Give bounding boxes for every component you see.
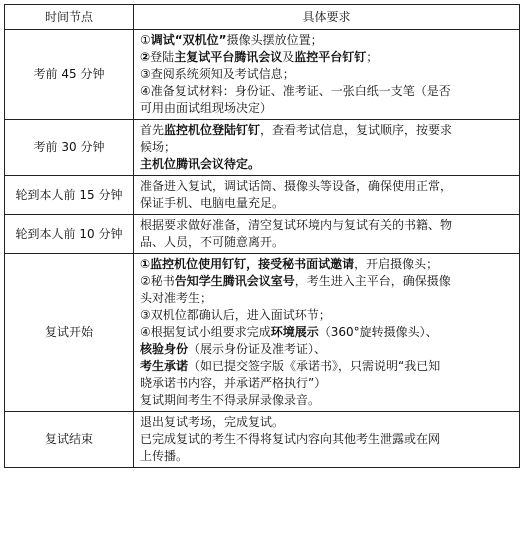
requirement-line bbox=[140, 392, 513, 409]
schedule-row bbox=[5, 254, 520, 412]
requirement-cell bbox=[134, 254, 520, 412]
requirement-line bbox=[140, 431, 513, 448]
requirement-line bbox=[140, 83, 513, 100]
requirement-line bbox=[140, 32, 513, 49]
schedule-table bbox=[4, 4, 520, 468]
requirement-text: （360°旋转摄像头）、 bbox=[318, 325, 438, 339]
requirement-line bbox=[140, 139, 513, 156]
schedule-row bbox=[5, 30, 520, 120]
requirement-text: ① bbox=[140, 33, 151, 47]
requirement-line bbox=[140, 358, 513, 375]
emphasis-text: ①监控机位使用钉钉，接受秘书面试邀请 bbox=[140, 257, 355, 271]
schedule-row bbox=[5, 176, 520, 215]
requirement-text: 及 bbox=[282, 50, 295, 64]
requirement-text: （展示身份证及准考证）、 bbox=[188, 342, 327, 356]
requirement-text: ③查阅系统须知及考试信息； bbox=[140, 67, 295, 81]
time-cell: 复试开始 bbox=[5, 254, 134, 412]
header-requirements: 具体要求 bbox=[134, 5, 520, 30]
requirement-cell bbox=[134, 30, 520, 120]
emphasis-text: “双机位” bbox=[174, 33, 227, 47]
time-cell: 轮到本人前 10 分钟 bbox=[5, 215, 134, 254]
requirement-text: 上传播。 bbox=[140, 449, 189, 463]
emphasis-text: 告知学生腾讯会议室号 bbox=[174, 274, 295, 288]
requirement-text: 候场； bbox=[140, 140, 177, 154]
time-cell: 复试结束 bbox=[5, 412, 134, 468]
requirement-line bbox=[140, 122, 513, 139]
requirement-line bbox=[140, 49, 513, 66]
header-row bbox=[5, 5, 520, 30]
requirement-text: 准备进入复试，调试话筒、摄像头等设备，确保使用正常， bbox=[140, 179, 453, 193]
emphasis-text: 环境展示 bbox=[270, 325, 319, 339]
requirement-text: ； bbox=[366, 50, 379, 64]
emphasis-text: 调试 bbox=[150, 33, 175, 47]
time-cell: 轮到本人前 15 分钟 bbox=[5, 176, 134, 215]
requirement-text: 登陆 bbox=[150, 50, 175, 64]
requirement-text: ③双机位都确认后，进入面试环节； bbox=[140, 308, 331, 322]
emphasis-text: ② bbox=[140, 50, 151, 64]
requirement-text: 保证手机、电脑电量充足。 bbox=[140, 196, 285, 210]
time-cell: 考前 30 分钟 bbox=[5, 120, 134, 176]
requirement-text: ②秘书 bbox=[140, 274, 175, 288]
schedule-row bbox=[5, 215, 520, 254]
emphasis-text: 主复试平台腾讯会议 bbox=[174, 50, 283, 64]
requirement-text: 复试期间考生不得录屏录像录音。 bbox=[140, 393, 321, 407]
requirement-line bbox=[140, 156, 513, 173]
emphasis-text: 考生承诺 bbox=[140, 359, 189, 373]
requirement-cell bbox=[134, 215, 520, 254]
requirement-text: ，开启摄像头； bbox=[354, 257, 439, 271]
requirement-text: 退出复试考场，完成复试。 bbox=[140, 415, 285, 429]
requirement-line bbox=[140, 290, 513, 307]
requirement-line bbox=[140, 448, 513, 465]
requirement-text: 摄像头摆放位置； bbox=[226, 33, 323, 47]
schedule-sheet bbox=[4, 4, 519, 468]
requirement-text: 可用由面试组现场决定） bbox=[140, 101, 273, 115]
schedule-rows bbox=[5, 30, 520, 468]
requirement-text: 头对准考生； bbox=[140, 291, 213, 305]
requirement-line bbox=[140, 307, 513, 324]
emphasis-text: 监控机位登陆钉钉 bbox=[164, 123, 261, 137]
requirement-text: ，考生进入主平台，确保摄像 bbox=[294, 274, 451, 288]
requirement-cell bbox=[134, 120, 520, 176]
requirement-line bbox=[140, 195, 513, 212]
requirement-text: ，查看考试信息，复试顺序，按要求 bbox=[260, 123, 453, 137]
requirement-line bbox=[140, 178, 513, 195]
requirement-text: ④准备复试材料：身份证、准考证、一张白纸一支笔（是否 bbox=[140, 84, 451, 98]
requirement-cell bbox=[134, 176, 520, 215]
requirement-line bbox=[140, 375, 513, 392]
requirement-line bbox=[140, 217, 513, 234]
requirement-text: （如已提交签字版《承诺书》，只需说明“我已知 bbox=[188, 359, 441, 373]
schedule-row bbox=[5, 412, 520, 468]
requirement-line bbox=[140, 324, 513, 341]
requirement-text: 品、人员，不可随意离开。 bbox=[140, 235, 285, 249]
requirement-line bbox=[140, 414, 513, 431]
requirement-text: ④根据复试小组要求完成 bbox=[140, 325, 271, 339]
emphasis-text: 主机位腾讯会议待定。 bbox=[140, 157, 261, 171]
requirement-line bbox=[140, 66, 513, 83]
emphasis-text: 监控平台钉钉 bbox=[294, 50, 367, 64]
requirement-text: 首先 bbox=[140, 123, 165, 137]
requirement-text: 已完成复试的考生不得将复试内容向其他考生泄露或在网 bbox=[140, 432, 441, 446]
requirement-line bbox=[140, 234, 513, 251]
requirement-line bbox=[140, 341, 513, 358]
requirement-text: 根据要求做好准备，清空复试环境内与复试有关的书籍、物 bbox=[140, 218, 453, 232]
requirement-cell bbox=[134, 412, 520, 468]
schedule-row bbox=[5, 120, 520, 176]
requirement-line bbox=[140, 273, 513, 290]
emphasis-text: 核验身份 bbox=[140, 342, 189, 356]
requirement-text: 晓承诺书内容，并承诺严格执行”） bbox=[140, 376, 327, 390]
time-cell: 考前 45 分钟 bbox=[5, 30, 134, 120]
requirement-line bbox=[140, 256, 513, 273]
requirement-line bbox=[140, 100, 513, 117]
header-time: 时间节点 bbox=[5, 5, 134, 30]
